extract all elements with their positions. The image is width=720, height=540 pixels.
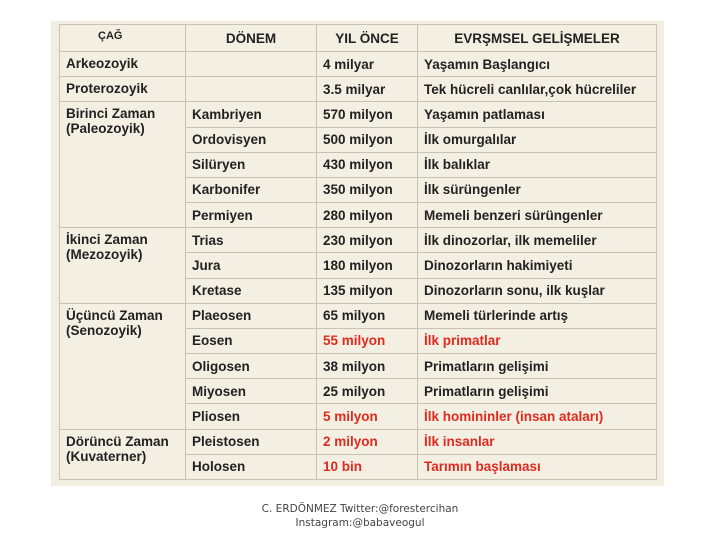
years-ago-cell: 38 milyon xyxy=(317,354,418,379)
header-era: ÇAĞ xyxy=(60,25,186,52)
evolution-cell: Dinozorların sonu, ilk kuşlar xyxy=(418,278,657,303)
evolution-cell: Tarımın başlaması xyxy=(418,454,657,479)
years-ago-cell: 2 milyon xyxy=(317,429,418,454)
evolution-cell: İlk balıklar xyxy=(418,152,657,177)
evolution-cell: İlk primatlar xyxy=(418,328,657,353)
period-cell: Ordovisyen xyxy=(186,127,317,152)
period-cell xyxy=(186,52,317,77)
geologic-time-table-panel xyxy=(51,21,664,486)
table-row xyxy=(60,429,657,454)
footer-credit-instagram: Instagram:@babaveogul xyxy=(295,517,425,529)
evolution-cell: Memeli benzeri sürüngenler xyxy=(418,203,657,228)
evolution-cell: Yaşamın Başlangıcı xyxy=(418,52,657,77)
years-ago-cell: 135 milyon xyxy=(317,278,418,303)
header-evolution: EVRŞMSEL GELİŞMELER xyxy=(418,25,657,52)
evolution-cell: Yaşamın patlaması xyxy=(418,102,657,127)
period-cell: Miyosen xyxy=(186,379,317,404)
period-cell: Karbonifer xyxy=(186,177,317,202)
period-cell: Holosen xyxy=(186,454,317,479)
period-cell: Eosen xyxy=(186,328,317,353)
period-cell: Trias xyxy=(186,228,317,253)
period-cell: Permiyen xyxy=(186,203,317,228)
period-cell: Kretase xyxy=(186,278,317,303)
table-row xyxy=(60,77,657,102)
geologic-time-table xyxy=(59,24,657,480)
years-ago-cell: 230 milyon xyxy=(317,228,418,253)
period-cell: Pliosen xyxy=(186,404,317,429)
evolution-cell: Dinozorların hakimiyeti xyxy=(418,253,657,278)
era-cell: Dörüncü Zaman (Kuvaterner) xyxy=(60,429,186,479)
years-ago-cell: 180 milyon xyxy=(317,253,418,278)
table-row xyxy=(60,52,657,77)
evolution-cell: İlk insanlar xyxy=(418,429,657,454)
years-ago-cell: 280 milyon xyxy=(317,203,418,228)
era-cell: Proterozoyik xyxy=(60,77,186,102)
years-ago-cell: 3.5 milyar xyxy=(317,77,418,102)
header-years-ago: YIL ÖNCE xyxy=(317,25,418,52)
evolution-cell: Tek hücreli canlılar,çok hücreliler xyxy=(418,77,657,102)
period-cell: Pleistosen xyxy=(186,429,317,454)
table-row xyxy=(60,303,657,328)
era-cell: Üçüncü Zaman (Senozoyik) xyxy=(60,303,186,429)
years-ago-cell: 350 milyon xyxy=(317,177,418,202)
evolution-cell: İlk homininler (insan ataları) xyxy=(418,404,657,429)
evolution-cell: İlk sürüngenler xyxy=(418,177,657,202)
years-ago-cell: 570 milyon xyxy=(317,102,418,127)
era-cell: Arkeozoyik xyxy=(60,52,186,77)
footer-credit-twitter: C. ERDÖNMEZ Twitter:@forestercihan xyxy=(261,503,459,515)
evolution-cell: Memeli türlerinde artış xyxy=(418,303,657,328)
header-period: DÖNEM xyxy=(186,25,317,52)
evolution-cell: Primatların gelişimi xyxy=(418,379,657,404)
years-ago-cell: 5 milyon xyxy=(317,404,418,429)
years-ago-cell: 65 milyon xyxy=(317,303,418,328)
years-ago-cell: 4 milyar xyxy=(317,52,418,77)
era-cell: İkinci Zaman (Mezozoyik) xyxy=(60,228,186,304)
period-cell: Silüryen xyxy=(186,152,317,177)
table-row xyxy=(60,228,657,253)
years-ago-cell: 25 milyon xyxy=(317,379,418,404)
evolution-cell: İlk dinozorlar, ilk memeliler xyxy=(418,228,657,253)
years-ago-cell: 10 bin xyxy=(317,454,418,479)
years-ago-cell: 500 milyon xyxy=(317,127,418,152)
table-header-row xyxy=(60,25,657,52)
period-cell: Oligosen xyxy=(186,354,317,379)
years-ago-cell: 55 milyon xyxy=(317,328,418,353)
years-ago-cell: 430 milyon xyxy=(317,152,418,177)
period-cell: Jura xyxy=(186,253,317,278)
period-cell: Plaeosen xyxy=(186,303,317,328)
period-cell: Kambriyen xyxy=(186,102,317,127)
evolution-cell: İlk omurgalılar xyxy=(418,127,657,152)
era-cell: Birinci Zaman (Paleozoyik) xyxy=(60,102,186,228)
table-row xyxy=(60,102,657,127)
evolution-cell: Primatların gelişimi xyxy=(418,354,657,379)
period-cell xyxy=(186,77,317,102)
